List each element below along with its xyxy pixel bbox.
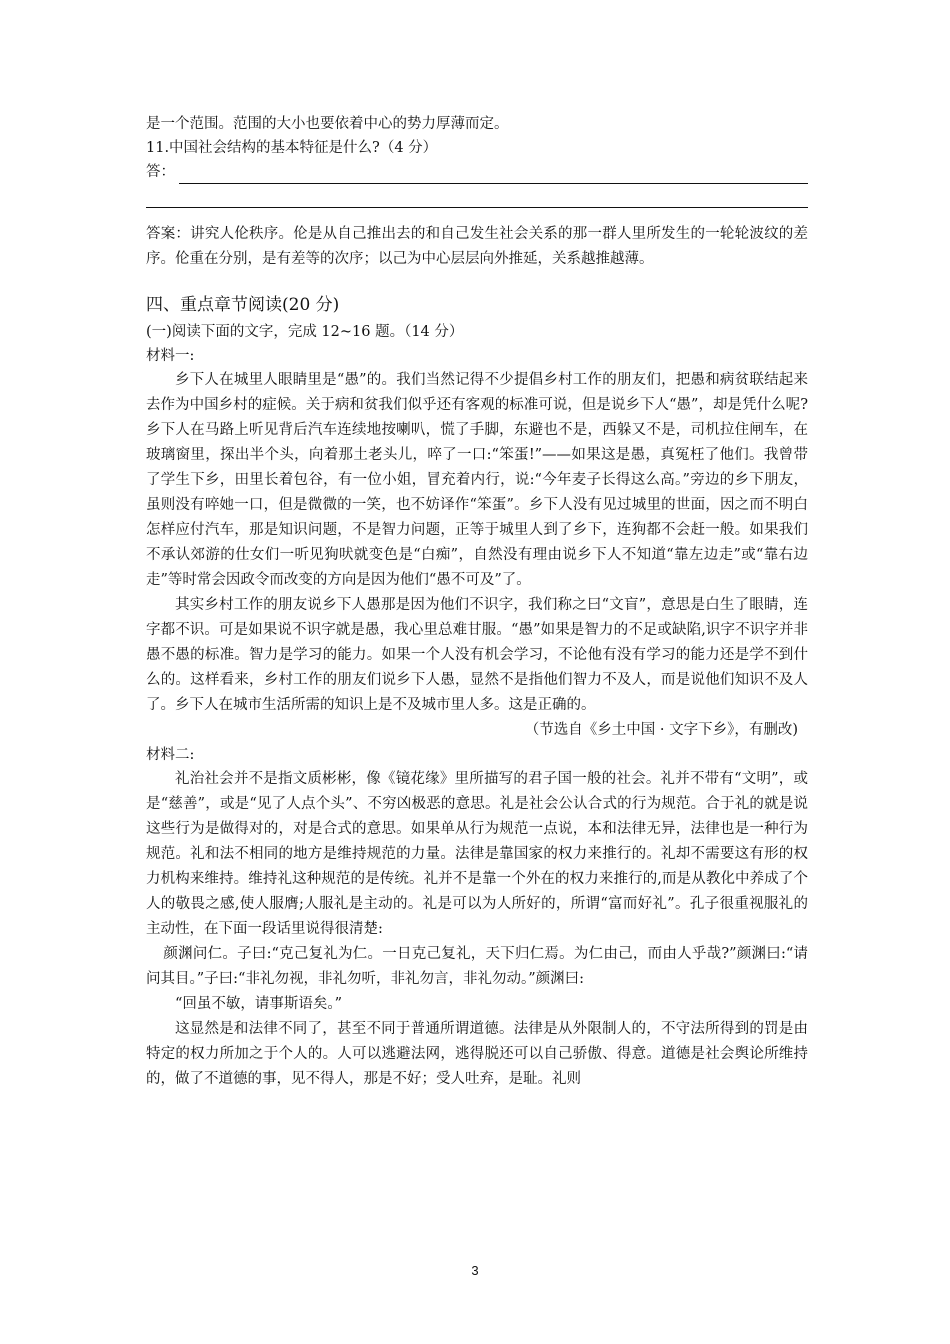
answer-text: 答案：讲究人伦秩序。伦是从自己推出去的和自己发生社会关系的那一群人里所发生的一轮轮波纹的差序。伦重在分别，是有差等的次序；以己为中心层层向外推延，关系越推越薄。: [146, 226, 808, 267]
page-content: [146, 112, 808, 1092]
continued-text: 是一个范围。范围的大小也要依着中心的势力厚薄而定。: [146, 116, 509, 132]
subsection-instructions: (一)阅读下面的文字，完成 12~16 题。（14 分）: [146, 324, 464, 340]
section-title: 四、重点章节阅读(20 分): [146, 295, 340, 315]
answer-rule-1: [179, 167, 808, 184]
page-number: 3: [471, 1263, 479, 1278]
material-2-paragraph: 礼治社会并不是指文质彬彬，像《镜花缘》里所描写的君子国一般的社会。礼并不带有“文明”，或是“慈善”，或是“见了人点个头”、不穷凶极恶的意思。礼是社会公认合式的行为规范。合于礼的就是说这些行为是做得对的，对是合式的意思。如果单从行为规范一点说，本和法律无异，法律也是一种行为规范。礼和法不相同的地方是维持规范的力量。法律是靠国家的权力来推行的。礼却不需要这有形的权力机构来维持。维持礼这种规范的是传统。礼并不是靠一个外在的权力来推行的,而是从教化中养成了个人的敬畏之感,使人服膺;人服礼是主动的。礼是可以为人所好的，所谓“富而好礼”。孔子很重视服礼的主动性，在下面一段话里说得很清楚:: [146, 771, 808, 937]
quoted-dialog: 颜渊问仁。子曰:“克己复礼为仁。一日克己复礼，天下归仁焉。为仁由己，而由人乎哉?”颜渊曰:“请问其目。”子曰:“非礼勿视，非礼勿听，非礼勿言，非礼勿动。”颜渊曰:: [146, 946, 808, 987]
answer-prompt: 答：: [146, 164, 175, 180]
quoted-dialog-end: “回虽不敏，请事斯语矣。”: [175, 996, 343, 1012]
answer-line: [146, 160, 808, 184]
material-1-paragraph: 乡下人在城里人眼睛里是“愚”的。我们当然记得不少提倡乡村工作的朋友们，把愚和病贫联结起来去作为中国乡村的症候。关于病和贫我们似乎还有客观的标准可说，但是说乡下人“愚”，却是凭什么呢?乡下人在马路上听见背后汽车连续地按喇叭，慌了手脚，东避也不是，西躲又不是，司机拉住闸车，在玻璃窗里，探出半个头，向着那土老头儿，啐了一口:“笨蛋!”——如果这是愚，真冤枉了他们。我曾带了学生下乡，田里长着包谷，有一位小姐，冒充着内行，说:“今年麦子长得这么高。”旁边的乡下朋友，虽则没有啐她一口，但是微微的一笑，也不妨译作“笨蛋”。乡下人没有见过城里的世面，因之而不明白怎样应付汽车，那是知识问题，不是智力问题，正等于城里人到了乡下，连狗都不会赶一般。如果我们不承认郊游的仕女们一听见狗吠就变色是“白痴”，自然没有理由说乡下人不知道“靠左边走”或“靠右边走”等时常会因政令而改变的方向是因为他们“愚不可及”了。: [146, 372, 808, 588]
material-1-paragraph: 其实乡村工作的朋友说乡下人愚那是因为他们不识字，我们称之曰“文盲”，意思是白生了眼睛，连字都不识。可是如果说不识字就是愚，我心里总难甘服。“愚”如果是智力的不足或缺陷,识字不识字并非愚不愚的标准。智力是学习的能力。如果一个人没有机会学习，不论他有没有学习的能力还是学不到什么的。这样看来，乡村工作的朋友们说乡下人愚，显然不是指他们智力不及人，而是说他们知识不及人了。乡下人在城市生活所需的知识上是不及城市里人多。这是正确的。: [146, 597, 808, 713]
material-1-label: 材料一:: [146, 348, 195, 364]
material-2-label: 材料二:: [146, 747, 195, 763]
material-1-source: （节选自《乡土中国 · 文字下乡》，有删改): [524, 722, 798, 738]
material-2-paragraph: 这显然是和法律不同了，甚至不同于普通所谓道德。法律是从外限制人的，不守法所得到的罚是由特定的权力所加之于个人的。人可以逃避法网，逃得脱还可以自己骄傲、得意。道德是社会舆论所维持的，做了不道德的事，见不得人，那是不好；受人吐弃，是耻。礼则: [146, 1021, 808, 1087]
question-11: 11.中国社会结构的基本特征是什么?（4 分）: [146, 140, 438, 156]
